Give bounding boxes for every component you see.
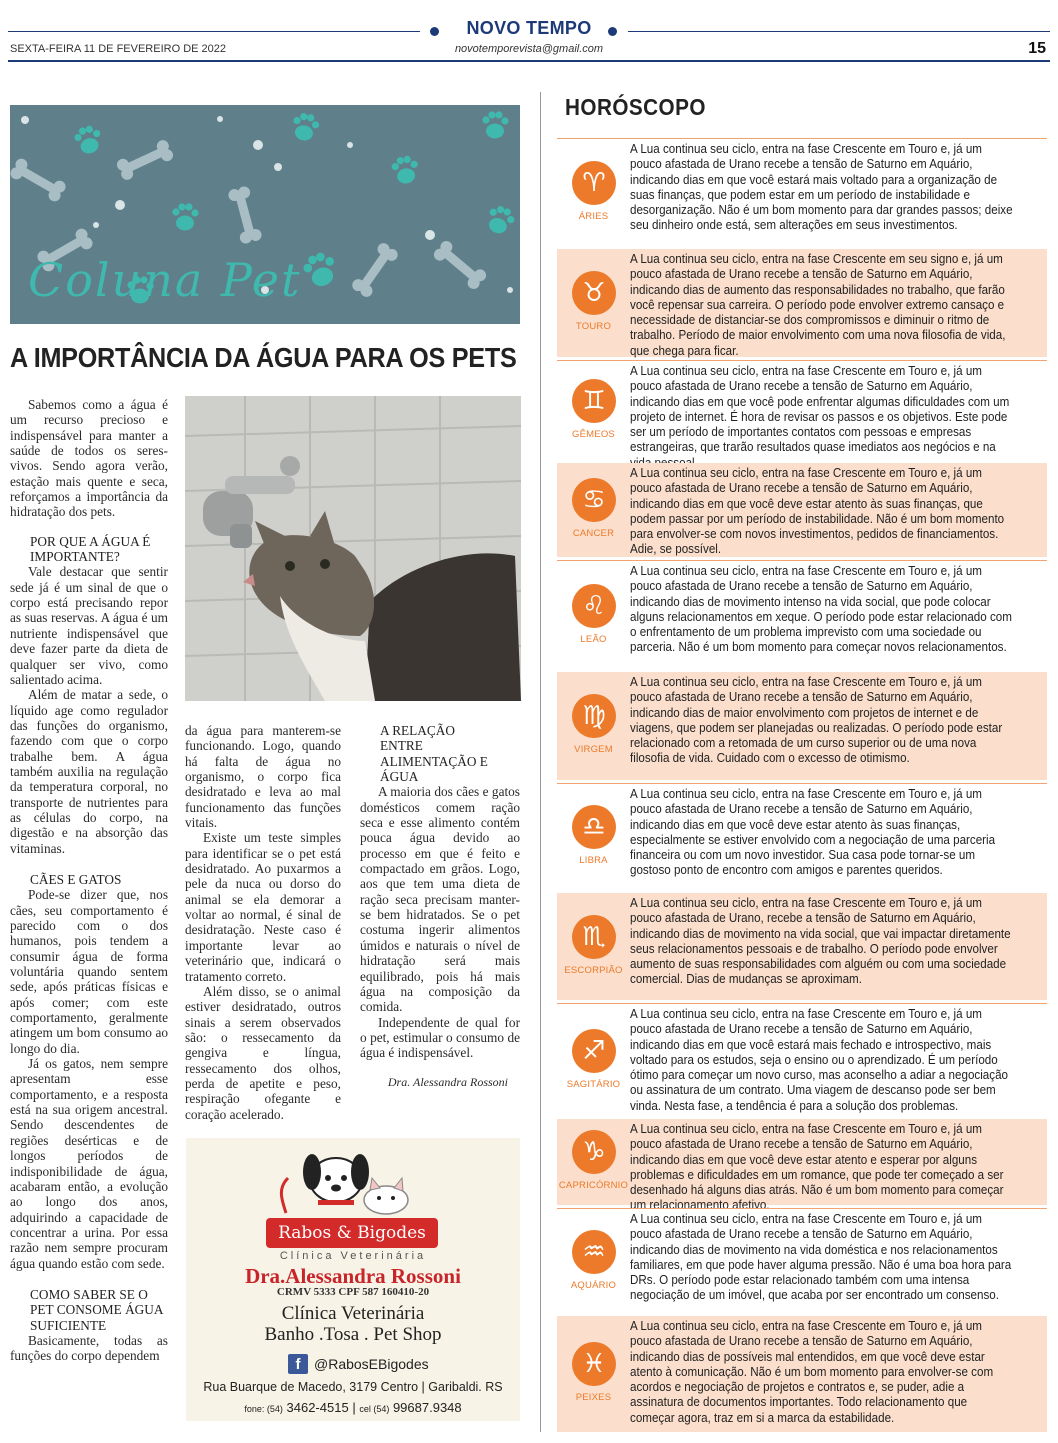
horoscope-sign	[557, 1119, 1047, 1213]
contact-email: novotemporevista@gmail.com	[454, 43, 604, 55]
column-divider	[540, 92, 541, 1432]
phone-number: 3462-4515	[286, 1400, 349, 1415]
section-heading: POR QUE A ÁGUA É IMPORTANTE?	[30, 533, 151, 565]
paragraph: A maioria dos cães e gatos domésticos comem ração seca e esse alimento contém pouca água devido ao processo em que é feito e compactado em grãos. Logo, aos que tem uma dieta de ração seca precisam manter-se bem hidratados. Se o pet costuma ingerir alimentos úmidos e naturais o nível de hidratação será mais equilibrado, pois há mais água na composição da comida.	[360, 784, 520, 1015]
horoscope-sign	[557, 783, 1047, 889]
sign-forecast: A Lua continua seu ciclo, entra na fase Crescente em Touro e, já um pouco afastada de Urano recebe a tensão de Saturno em Aquário, indicando dias de possíveis mal entendidos, em que você deve estar atento à comunicação. Não é um bom momento para envolver-se com acordos e negociação de projetos e contratos e, se puder, adie a assinatura de documentos importantes. Todo relacionamento que começar agora, traz em si a marca da estabilidade.	[630, 1319, 994, 1425]
horoscope-sign	[557, 1208, 1047, 1314]
bone-icon	[227, 185, 263, 245]
bone-icon	[350, 241, 400, 299]
facebook-label: @RabosEBigodes	[314, 1356, 429, 1372]
banner-title: Coluna Pet	[28, 253, 302, 307]
paragraph: Já os gatos, nem sempre apresentam esse comportamento, e a resposta está na sua origem ancestral. Sendo descendentes de regiões desérticas e de longos períodos de indisponibilidade de água, acabaram então, a evolução ao longo dos anos, adquirindo a capacidade de concentrar a urina. Por essa razão nem sempre procuram água quando estão com sede.	[10, 1056, 168, 1271]
sign-icon-block	[557, 561, 630, 669]
paragraph: Pode-se dizer que, nos cães, seu comportamento é parecido com o dos humanos, pois tendem a consumir água de forma voluntária quando sentem sede, após práticas físicas e após comer; com este comportamento, geralmente atingem um bom consumo ao longo do dia.	[10, 887, 168, 1056]
sign-icon-block	[557, 893, 630, 1000]
horoscope-sign	[557, 672, 1047, 780]
phone-label: fone: (54)	[244, 1404, 283, 1414]
vet-clinic-ad	[186, 1138, 520, 1421]
horoscope-sign	[557, 463, 1047, 557]
pisces-icon: ♓	[572, 1342, 616, 1386]
virgo-icon: ♍	[572, 694, 616, 738]
article-signature: Dra. Alessandra Rossoni	[387, 1074, 508, 1089]
paragraph: Além disso, se o animal estiver desidratado, outros sinais a serem observados são: o ressecamento da gengiva e língua, ressecamento dos olhos, perda de apetite e peso, respiração ofegante e coração acelerado.	[185, 983, 341, 1122]
libra-icon: ♎	[572, 805, 616, 849]
sign-name: LEÃO	[580, 634, 607, 645]
cel-label: cel (54)	[359, 1404, 390, 1414]
paragraph: Vale destacar que sentir sede já é um sinal de que o corpo está precisando repor as suas reservas. A água é um nutriente indispensável que deve fazer parte da dieta de qualquer ser vivo, como salientado acima.	[10, 564, 168, 687]
clinic-phones: fone: (54) 3462-4515 | cel (54) 99687.9348	[244, 1400, 462, 1415]
horoscope-title: HORÓSCOPO	[565, 94, 706, 120]
sign-icon-block	[557, 672, 630, 780]
aquarius-icon: ♒	[572, 1230, 616, 1274]
sign-name: LIBRA	[579, 855, 608, 866]
sign-forecast: A Lua continua seu ciclo, entra na fase Crescente em Touro e, já um pouco afastada de Urano recebe a tensão de Saturno em Aquário, indicando dias em que você deve estar atento às suas finanças, que podem passar por um período de instabilidade. Não é um bom momento para envolver-se com novos investimentos, pedidos de financiamentos. Adie, se possível.	[630, 466, 1005, 557]
header-divider	[8, 60, 1050, 62]
paw-print-icon	[300, 249, 341, 290]
paragraph: Existe um teste simples para identificar se o pet está desidratado. Ao puxarmos a pele da nuca ou dorso do animal se ela demorar a voltar ao normal, é sinal de desidratação. Neste caso é importante levar ao veterinário que, indicará o tratamento correto.	[185, 830, 341, 984]
sign-icon-block	[557, 1209, 630, 1314]
section-heading: A RELAÇÃO ENTRE ALIMENTAÇÃO E ÁGUA	[380, 723, 488, 785]
horoscope-sign	[557, 138, 1047, 246]
horoscope-sign	[557, 1003, 1047, 1116]
doctor-name: Dra.Alessandra Rossoni	[245, 1264, 461, 1288]
sign-name: PEIXES	[575, 1392, 612, 1403]
sign-icon-block	[557, 1004, 630, 1116]
horoscope-sign	[557, 360, 1047, 460]
facebook-handle[interactable]	[288, 1354, 429, 1374]
article-column-2	[185, 723, 341, 1122]
sign-icon-block	[557, 361, 630, 460]
sign-forecast: A Lua continua seu ciclo, entra na fase Crescente em seu signo e, já um pouco afastada de Urano recebe a tensão de Saturno em Aquário, indicando dias de aumento das responsabilidades no trabalho, que farão você repensar sua carreira. O período pode envolver extremo cansaço e necessidade de distanciar-se dos compromissos e diminuir o ritmo de trabalho. Período de maior envolvimento com uma nova filosofia de vida, que chega para ficar.	[630, 252, 1006, 358]
leo-icon: ♌	[572, 584, 616, 628]
header-dot-right	[608, 27, 617, 36]
services-line: Clínica Veterinária	[281, 1303, 425, 1324]
sign-forecast: A Lua continua seu ciclo, entra na fase Crescente em Touro e, já um pouco afastada de Urano, recebe a tensão de Saturno em Aquário, indicando dias de movimento na vida social, que vai impactar diretamente seus relacionamentos pessoais e de trabalho. O período pode envolver aumento de suas responsabilidades com alguém ou com uma sociedade comercial. Dias de mudanças se aproximam.	[630, 896, 1011, 987]
coluna-pet-banner	[10, 105, 520, 324]
clinic-logo: Rabos & Bigodes	[266, 1218, 438, 1248]
sagittarius-icon: ♐	[572, 1029, 616, 1073]
capricorn-icon: ♑	[572, 1130, 616, 1174]
paragraph: Independente de qual for o pet, estimular o consumo de água é indispensável.	[360, 1014, 520, 1061]
sign-name: GÊMEOS	[572, 429, 615, 440]
sign-forecast: A Lua continua seu ciclo, entra na fase Crescente em Touro e, já um pouco afastada de Urano recebe a tensão de Saturno em Aquário, indicando dias em que você pode enfrentar algumas dificuldades com um projeto de internet. É hora de revisar os passos e os objetivos. Este pode ser um período de importantes contatos com pessoas e empresas estrangeiras, que trarão resultados quase imediatos aos negócios e na	[630, 364, 1010, 455]
sign-forecast: A Lua continua seu ciclo, entra na fase Crescente em Touro e, já um pouco afastada de Urano recebe a tensão de Saturno em Aquário, indicando dias em que você estará mais voltado para a organização de suas finanças, que podem estar em um período de instabilidade e desorganização. Não é um bom momento para dar grandes passos; deixe seu dinheiro onde está, sem alterações em seus investimentos.	[630, 142, 1013, 233]
bone-icon	[115, 138, 175, 182]
sign-forecast: A Lua continua seu ciclo, entra na fase Crescente em Touro e, já um pouco afastada de Urano recebe a tensão de Saturno em Aquário, indicando dias de movimento na vida doméstica e nos relacionamentos familiares, em que pode haver alguma pressão. Não é uma boa hora para DRs. O período pode estar relacionado também com uma intensa negociação de um imóvel, que acaba por ser encontrado um consenso.	[630, 1212, 1012, 1303]
dog-and-cat-logo-icon	[186, 1138, 520, 1218]
newspaper-title: NOVO TEMPO	[466, 18, 592, 38]
sign-name: CANCER	[572, 528, 615, 539]
sign-name: TOURO	[575, 321, 612, 332]
clinic-address: Rua Buarque de Macedo, 3179 Centro | Garibaldi. RS	[203, 1380, 503, 1394]
gemini-icon: ♊	[572, 379, 616, 423]
taurus-icon: ♉	[572, 271, 616, 315]
sign-forecast: A Lua continua seu ciclo, entra na fase Crescente em Touro e, já um pouco afastada de Urano recebe a tensão de Saturno em Aquário, indicando dias de movimento intenso na vida social, que pode colocar alguns relacionamentos em xeque. O período pode estar relacionado com o enfrentamento de um problema imprevisto com uma sociedade ou parceria. Não é um bom momento para começar novos relacionamentos.	[630, 564, 1012, 655]
paw-print-icon	[390, 154, 421, 185]
sign-name: SAGITÁRIO	[566, 1079, 621, 1090]
paw-print-icon	[172, 203, 198, 230]
paragraph: da água para manterem-se funcionando. Logo, quando há falta de água no organismo, o corpo fica desidratado e leva ao mal funcionamento das funções vitais.	[185, 723, 341, 831]
sign-icon-block	[557, 249, 630, 357]
clinic-services	[186, 1303, 520, 1345]
aries-icon: ♈	[572, 161, 616, 205]
sign-icon-block	[557, 1316, 630, 1432]
section-heading: CÃES E GATOS	[30, 871, 122, 887]
sign-name: CAPRICÓRNIO	[558, 1180, 629, 1191]
horoscope-sign	[557, 249, 1047, 357]
issue-date: SEXTA-FEIRA 11 DE FEVEREIRO DE 2022	[10, 43, 226, 55]
article-title: A IMPORTÂNCIA DA ÁGUA PARA OS PETS	[10, 342, 517, 373]
page-number: 15	[1028, 40, 1046, 57]
paragraph: Além de matar a sede, o líquido age como regulador das funções do organismo, fazendo com que o corpo trabalhe bem. A água também auxilia na regulação da temperatura corporal, no transporte de nutrientes para as células do corpo, na digestão e na absorção das vitaminas.	[10, 687, 168, 856]
sign-forecast: A Lua continua seu ciclo, entra na fase Crescente em Touro e, já um pouco afastada de Urano recebe a tensão de Saturno em Aquário, indicando dias de maior envolvimento com projetos de internet e de viagens, que podem ser planejadas ou realizadas. O período pode estar relacionado com a retomada de um curso superior ou de uma nova filosofia de vida. Cuidado com o excesso de otimismo.	[630, 675, 1003, 766]
sign-name: ÁRIES	[578, 211, 609, 222]
paw-print-icon	[482, 111, 508, 138]
horoscope-sign	[557, 560, 1047, 669]
facebook-icon: f	[288, 1354, 308, 1374]
horoscope-sign	[557, 1316, 1047, 1432]
bone-icon	[10, 156, 68, 203]
scorpio-icon: ♏	[572, 915, 616, 959]
paragraph: Basicamente, todas as funções do corpo dependem	[10, 1332, 168, 1364]
sign-forecast: A Lua continua seu ciclo, entra na fase Crescente em Touro e, já um pouco afastada de Urano recebe a tensão de Saturno em Aquário, indicando dias em que você estará mais fechado e introspectivo, mais voltado para os estudos, seja o ensino ou o aprendizado. É um período ótimo para começar um novo curso, mas aconselho a adiar a negociação ou assinatura de um contrato. Uma viagem de descanso pode ser bem vinda. Nesta fase, a tendência é para a solução dos problemas.	[630, 1007, 1009, 1113]
paw-print-icon	[72, 123, 104, 156]
clinic-subtitle: Clínica Veterinária	[279, 1250, 427, 1262]
article-column-3	[360, 723, 520, 1090]
bone-icon	[431, 239, 488, 292]
doctor-registration: CRMV 5333 CPF 587 160410-20	[276, 1286, 430, 1298]
header-rule-right	[628, 31, 1050, 32]
sign-icon-block	[557, 784, 630, 889]
paw-print-icon	[484, 203, 518, 237]
cat-drinking-photo	[185, 396, 521, 701]
article-column-1	[10, 397, 168, 1364]
sign-icon-block	[557, 463, 630, 557]
section-heading: COMO SABER SE O PET CONSOME ÁGUA SUFICIENTE	[30, 1286, 163, 1333]
sign-forecast: A Lua continua seu ciclo, entra na fase Crescente em Touro e, já um pouco afastada de Urano recebe a tensão de Saturno em Aquário, indicando dias em que você deve estar atento às suas finanças, especialmente se estiver envolvido com a negociação de uma parceria financeira ou com um novo investidor. Sua casa pode tornar-se um gostoso ponto de encontro com amigos e parentes queridos.	[630, 787, 996, 878]
services-line: Banho .Tosa . Pet Shop	[264, 1324, 442, 1345]
article-intro: Sabemos como a água é um recurso precioso e indispensável para manter a saúde de todos os seres-vivos. Sendo agora verão, estação mais quente e seca, reforçamos a importância da hidratação dos pets.	[10, 397, 168, 520]
sign-name: ESCORPIÃO	[564, 965, 623, 976]
sign-name: VIRGEM	[574, 744, 613, 755]
sign-name: AQUÁRIO	[570, 1280, 617, 1291]
horoscope-sign	[557, 893, 1047, 1000]
paw-print-icon	[290, 111, 321, 142]
sign-icon-block	[557, 139, 630, 246]
sign-icon-block	[557, 1119, 630, 1205]
cancer-icon: ♋	[572, 478, 616, 522]
sign-forecast: A Lua continua seu ciclo, entra na fase Crescente em Touro e, já um pouco afastada de Urano recebe a tensão de Saturno em Aquário, indicando dias em que você deve estar atento e esperar por alguns problemas e dificuldades em um romance, que pode ter começado a ser desenhado há alguns dias atrás. Não é um bom momento para começar um relacionamento afetivo.	[630, 1122, 1004, 1213]
cel-number: 99687.9348	[392, 1400, 462, 1415]
